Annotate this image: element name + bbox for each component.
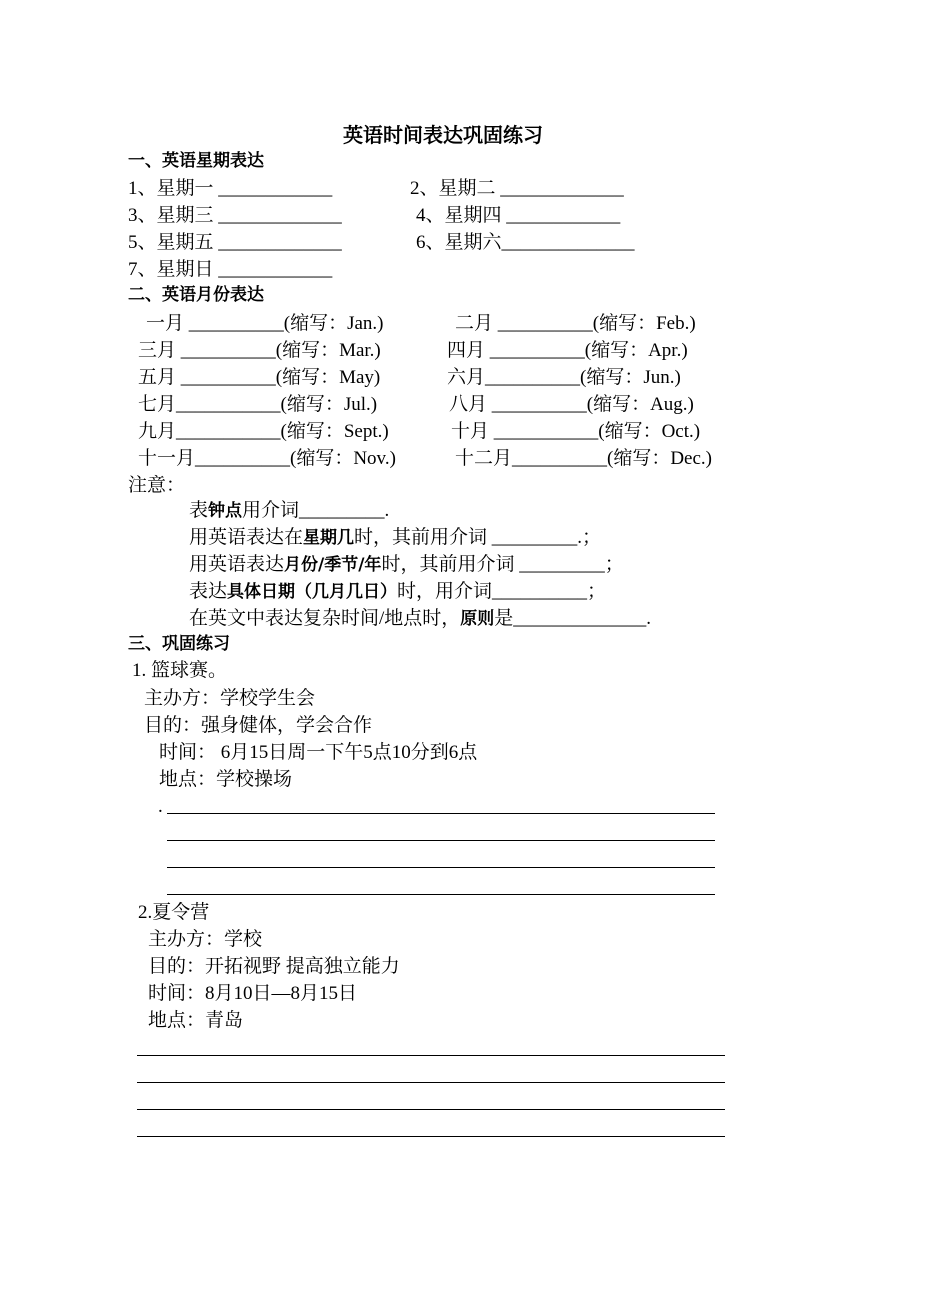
weekday-item-7: 7、星期日 ____________ (128, 259, 333, 280)
q1-title: 1. 篮球赛。 (132, 660, 228, 681)
section2-heading: 二、英语月份表达 (128, 285, 264, 305)
weekday-item-2: 2、星期二 _____________ (410, 178, 624, 199)
note-keyword: 钟点 (208, 501, 243, 521)
q1-time: 时间： 6月15日周一下午5点10分到6点 (159, 742, 478, 763)
month-item-11: 十一月__________(缩写：Nov.) (138, 448, 396, 469)
month-item-7: 七月___________(缩写：Jul.) (138, 394, 378, 415)
weekday-item-6: 6、星期六______________ (416, 232, 635, 253)
month-item-8: 八月 __________(缩写：Aug.) (449, 394, 694, 415)
note-text: 时，用介词__________； (397, 581, 607, 602)
weekday-item-4: 4、星期四 ____________ (416, 205, 621, 226)
note-text: 用英语表达 (189, 554, 285, 575)
note-text: 表 (189, 500, 209, 521)
q1-purpose: 目的：强身健体，学会合作 (144, 715, 373, 736)
note-text: 时，其前用介词 _________； (381, 554, 624, 575)
month-item-3: 三月 __________(缩写：Mar.) (138, 340, 381, 361)
q2-answer-line-4[interactable] (137, 1136, 725, 1137)
note-text: 是______________. (494, 608, 652, 629)
note-text: 用介词_________. (242, 500, 390, 521)
month-item-10: 十月 ___________(缩写：Oct.) (451, 421, 701, 442)
note-line-3 (189, 555, 624, 574)
month-item-4: 四月 __________(缩写：Apr.) (447, 340, 688, 361)
note-line-2 (189, 528, 601, 547)
month-item-5: 五月 __________(缩写：May) (138, 367, 381, 388)
month-item-1: 一月 __________(缩写：Jan.) (146, 313, 384, 334)
weekday-item-1: 1、星期一 ____________ (128, 178, 333, 199)
note-keyword: 原则 (460, 609, 495, 629)
note-keyword: 月份/季节/年 (284, 555, 382, 575)
q1-answer-dot: . (158, 796, 163, 817)
weekday-item-5: 5、星期五 _____________ (128, 232, 342, 253)
note-line-5 (189, 609, 651, 628)
note-line-4 (189, 582, 606, 601)
q2-answer-line-2[interactable] (137, 1082, 725, 1083)
note-line-1 (189, 501, 389, 520)
q1-answer-line-3[interactable] (167, 867, 715, 868)
note-keyword: 具体日期（几月几日） (227, 582, 398, 602)
note-keyword: 星期几 (303, 528, 355, 548)
note-label: 注意： (128, 475, 186, 496)
note-text: 用英语表达在 (189, 527, 304, 548)
q1-answer-line-1[interactable] (167, 813, 715, 814)
q1-organizer: 主办方：学校学生会 (144, 688, 316, 709)
q1-answer-line-2[interactable] (167, 840, 715, 841)
page-title: 英语时间表达巩固练习 (343, 123, 543, 147)
q1-answer-line-4[interactable] (167, 894, 715, 895)
month-item-12: 十二月__________(缩写：Dec.) (455, 448, 712, 469)
q2-organizer: 主办方：学校 (148, 929, 263, 950)
month-item-2: 二月 __________(缩写：Feb.) (455, 313, 696, 334)
weekday-item-3: 3、星期三 _____________ (128, 205, 342, 226)
month-item-6: 六月__________(缩写：Jun.) (447, 367, 681, 388)
q2-title: 2.夏令营 (138, 902, 210, 923)
note-text: 时，其前用介词 _________.； (354, 527, 602, 548)
q2-answer-line-1[interactable] (137, 1055, 725, 1056)
q2-answer-line-3[interactable] (137, 1109, 725, 1110)
month-item-9: 九月___________(缩写：Sept.) (138, 421, 389, 442)
q1-place: 地点：学校操场 (159, 769, 293, 790)
note-text: 在英文中表达复杂时间/地点时， (189, 608, 461, 629)
section1-heading: 一、英语星期表达 (128, 151, 264, 171)
note-text: 表达 (189, 581, 228, 602)
q2-place: 地点：青岛 (148, 1010, 244, 1031)
section3-heading: 三、巩固练习 (128, 634, 230, 654)
q2-time: 时间：8月10日—8月15日 (148, 983, 358, 1004)
q2-purpose: 目的：开拓视野 提高独立能力 (148, 956, 400, 977)
